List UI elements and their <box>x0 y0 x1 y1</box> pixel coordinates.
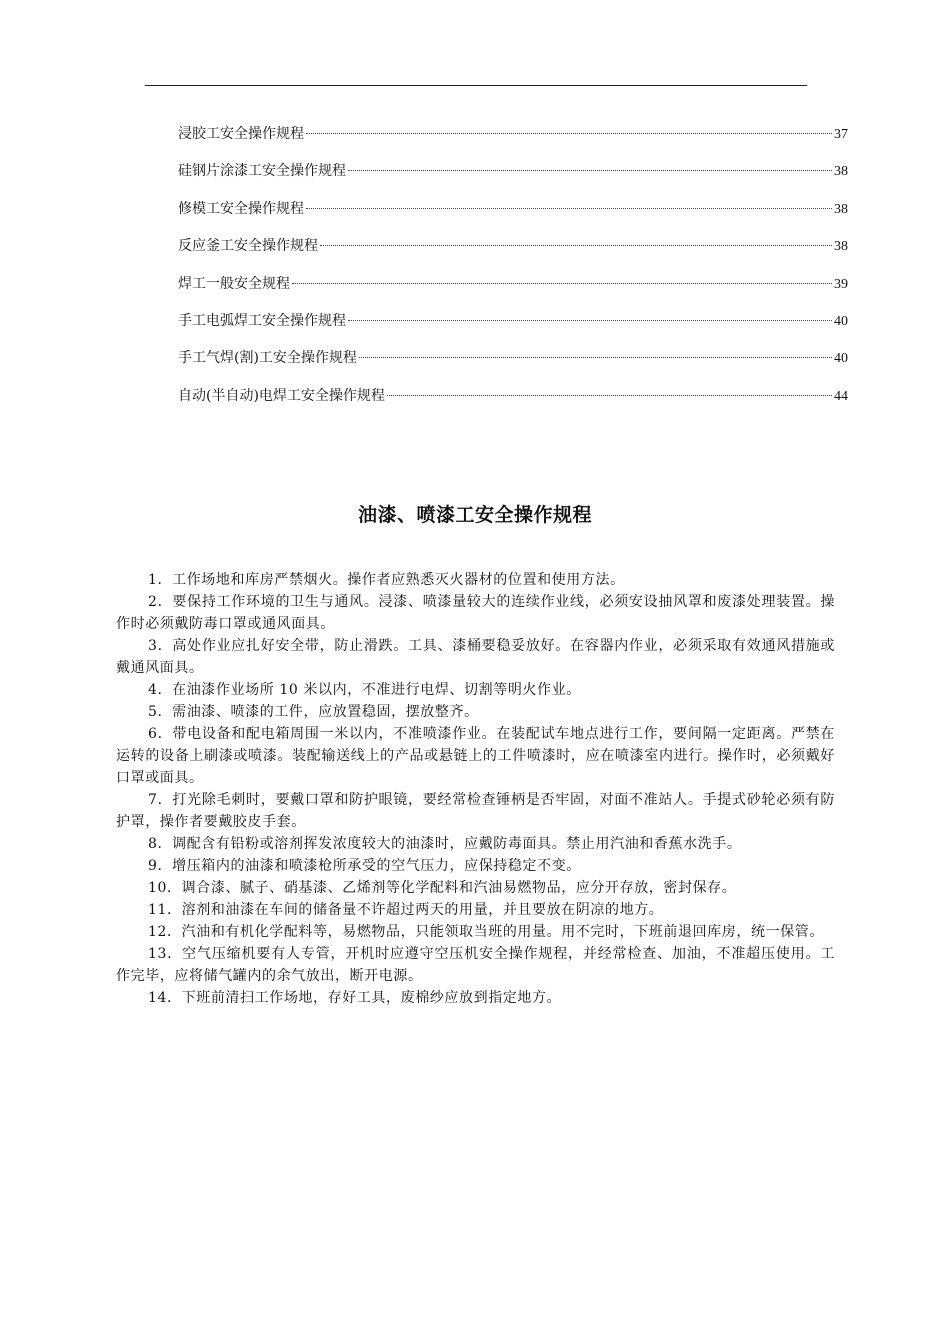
toc-entry[interactable] <box>178 348 848 385</box>
toc-entry-page: 38 <box>834 164 848 180</box>
toc-entry[interactable] <box>178 311 848 348</box>
table-of-contents <box>178 124 848 423</box>
toc-entry-page: 40 <box>834 351 848 367</box>
toc-entry-title: 浸胶工安全操作规程 <box>178 126 304 142</box>
toc-entry-page: 39 <box>834 276 848 292</box>
toc-entry-page: 44 <box>834 388 848 404</box>
header-rule <box>145 85 807 86</box>
toc-entry-title: 反应釜工安全操作规程 <box>178 238 318 255</box>
rule-paragraph: 2．要保持工作环境的卫生与通风。浸漆、喷漆量较大的连续作业线，必须安设抽风罩和废漆处理装置。操作时必须戴防毒口罩或通风面具。 <box>116 594 835 632</box>
toc-dot-leader <box>348 320 832 321</box>
rule-paragraph: 12．汽油和有机化学配料等，易燃物品，只能领取当班的用量。用不完时，下班前退回库房，统一保管。 <box>148 924 825 940</box>
toc-dot-leader <box>306 133 832 134</box>
toc-entry-title: 手工电弧焊工安全操作规程 <box>178 312 346 329</box>
rule-paragraph: 7．打光除毛刺时，要戴口罩和防护眼镜，要经常检查锤柄是否牢固，对面不准站人。手提式砂轮必须有防护罩，操作者要戴胶皮手套。 <box>116 792 835 830</box>
toc-entry[interactable] <box>178 236 848 273</box>
rule-paragraph: 4．在油漆作业场所 10 米以内，不准进行电焊、切割等明火作业。 <box>148 682 581 698</box>
section-title: 油漆、喷漆工安全操作规程 <box>357 504 592 526</box>
toc-entry-title: 修模工安全操作规程 <box>178 200 304 217</box>
toc-entry[interactable] <box>178 274 848 311</box>
toc-entry-page: 38 <box>834 239 848 255</box>
rule-paragraph: 3．高处作业应扎好安全带，防止滑跌。工具、漆桶要稳妥放好。在容器内作业，必须采取有效通风措施或戴通风面具。 <box>116 638 835 676</box>
toc-dot-leader <box>306 208 832 209</box>
toc-entry-page: 38 <box>834 201 848 217</box>
rule-paragraph: 14．下班前清扫工作场地，存好工具，废棉纱应放到指定地方。 <box>148 990 562 1006</box>
toc-dot-leader <box>387 395 832 396</box>
rule-paragraph: 6．带电设备和配电箱周围一米以内，不准喷漆作业。在装配试车地点进行工作，要间隔一定距离。严禁在运转的设备上刷漆或喷漆。装配输送线上的产品或悬链上的工件喷漆时，应在喷漆室内进行。操作时，必须戴好口罩或面具。 <box>116 726 835 786</box>
toc-entry-title: 硅钢片涂漆工安全操作规程 <box>178 163 346 180</box>
toc-dot-leader <box>292 283 832 284</box>
toc-dot-leader <box>359 357 832 358</box>
toc-entry-title: 焊工一般安全规程 <box>178 275 290 292</box>
rule-paragraph: 1．工作场地和库房严禁烟火。操作者应熟悉灭火器材的位置和使用方法。 <box>148 572 625 588</box>
toc-entry-title: 自动(半自动)电焊工安全操作规程 <box>178 387 385 404</box>
rule-paragraph: 5．需油漆、喷漆的工件，应放置稳固，摆放整齐。 <box>148 704 479 720</box>
rule-paragraph: 13．空气压缩机要有人专管，开机时应遵守空压机安全操作规程，并经常检查、加油，不准超压使用。工作完毕，应将储气罐内的余气放出，断开电源。 <box>116 946 835 984</box>
rule-paragraph: 10．调合漆、腻子、硝基漆、乙烯剂等化学配料和汽油易燃物品，应分开存放，密封保存。 <box>148 880 737 896</box>
toc-entry[interactable] <box>178 386 848 423</box>
rule-paragraph: 11．溶剂和油漆在车间的储备量不许超过两天的用量，并且要放在阴凉的地方。 <box>148 902 664 918</box>
toc-entry-page: 40 <box>834 313 848 329</box>
toc-entry-title: 手工气焊(割)工安全操作规程 <box>178 350 357 367</box>
toc-entry-page: 37 <box>834 127 848 142</box>
toc-entry[interactable] <box>178 199 848 236</box>
toc-entry[interactable] <box>178 124 848 161</box>
toc-entry[interactable] <box>178 161 848 198</box>
rule-paragraph: 8．调配含有铅粉或溶剂挥发浓度较大的油漆时，应戴防毒面具。禁止用汽油和香蕉水洗手。 <box>148 836 742 852</box>
toc-dot-leader <box>348 170 832 171</box>
toc-dot-leader <box>320 245 832 246</box>
section-body <box>116 569 835 1009</box>
rule-paragraph: 9．增压箱内的油漆和喷漆枪所承受的空气压力，应保持稳定不变。 <box>148 858 581 874</box>
